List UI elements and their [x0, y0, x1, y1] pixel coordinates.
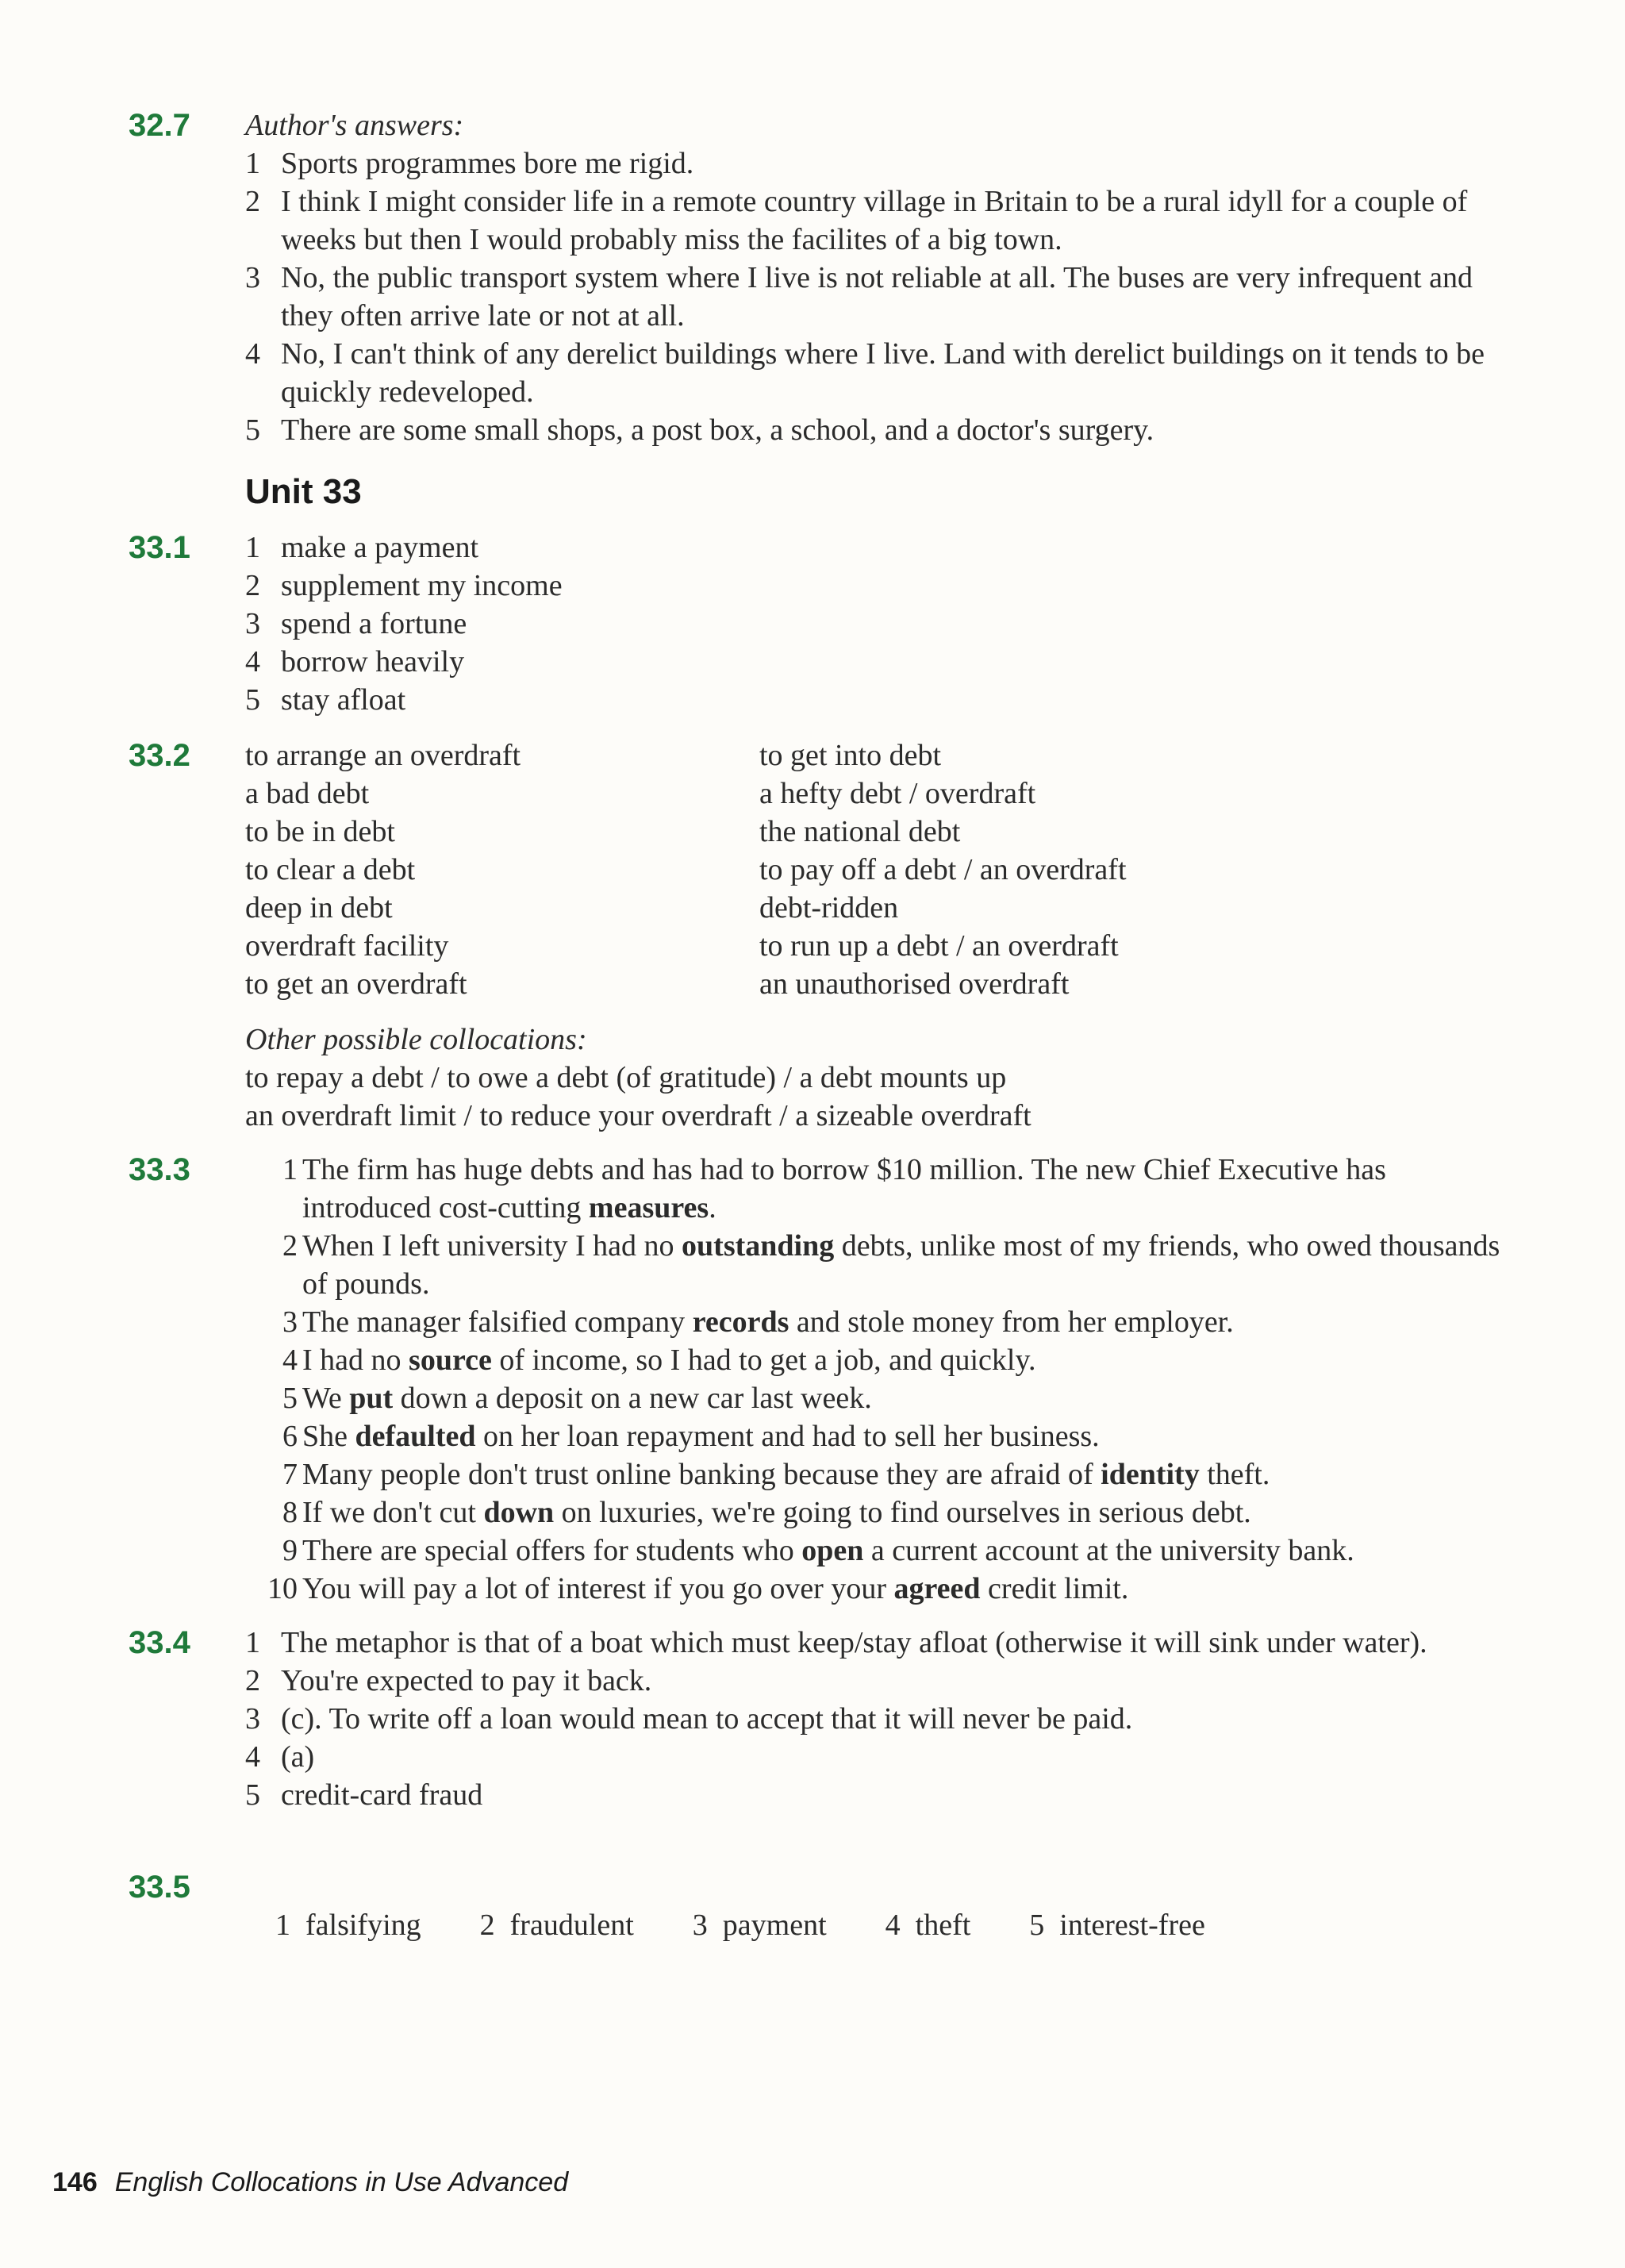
- item-text: She defaulted on her loan repayment and had to sell her business.: [302, 1420, 1100, 1453]
- answer-item: 1 falsifying: [275, 1909, 421, 1942]
- other-collocations-label: Other possible collocations:: [245, 1023, 587, 1056]
- list-item: [245, 1532, 1515, 1570]
- collocation: deep in debt: [245, 891, 393, 924]
- answer-word: identity: [1101, 1458, 1200, 1491]
- list-item: [245, 1570, 1515, 1608]
- item-text: You will pay a lot of interest if you go over your agreed credit limit.: [302, 1572, 1129, 1605]
- item-number: 7: [282, 1458, 298, 1491]
- item-number: 5: [245, 1778, 260, 1812]
- answer-row: [245, 1868, 1515, 1982]
- answer-list: [245, 1151, 1515, 1608]
- collocation: debt-ridden: [759, 891, 899, 924]
- collocation-columns: [245, 736, 1515, 1003]
- item-number: 1: [245, 147, 260, 180]
- other-collocations-line: to repay a debt / to owe a debt (of gratitude) / a debt mounts up: [245, 1061, 1007, 1094]
- answer-word: agreed: [893, 1572, 981, 1605]
- list-item: [245, 1227, 1515, 1303]
- item-number: 3: [245, 1702, 260, 1736]
- list-item: [245, 259, 1515, 335]
- list-item: [245, 1455, 1515, 1493]
- answer-word: open: [801, 1534, 864, 1567]
- book-title: English Collocations in Use Advanced: [114, 2167, 569, 2197]
- other-collocations-line: an overdraft limit / to reduce your overdraft / a sizeable overdraft: [245, 1099, 1031, 1132]
- item-text: There are some small shops, a post box, a school, and a doctor's surgery.: [281, 413, 1154, 447]
- answer-item: 5 interest-free: [1029, 1909, 1205, 1942]
- answer-word: source: [409, 1344, 492, 1377]
- collocation: to be in debt: [245, 815, 395, 848]
- collocation: the national debt: [759, 815, 961, 848]
- item-number: 3: [245, 607, 260, 640]
- list-item: [245, 1303, 1515, 1341]
- list-item: [245, 1417, 1515, 1455]
- answer-list: [245, 106, 1515, 449]
- list-item: [245, 529, 1515, 567]
- collocation: overdraft facility: [245, 929, 449, 963]
- answer-word: outstanding: [682, 1229, 835, 1263]
- answer-item: 4 theft: [885, 1909, 971, 1942]
- item-text: The firm has huge debts and has had to borrow $10 million. The new Chief Executive has introduced cost-cutting measures.: [302, 1153, 1386, 1224]
- item-text: (c). To write off a loan would mean to accept that it will never be paid.: [281, 1702, 1133, 1736]
- item-text: I had no source of income, so I had to get a job, and quickly.: [302, 1344, 1036, 1377]
- right-column: [759, 736, 1473, 1003]
- item-text: There are special offers for students who open a current account at the university bank.: [302, 1534, 1354, 1567]
- item-number: 5: [245, 413, 260, 447]
- list-item: [245, 1493, 1515, 1532]
- item-number: 1: [245, 1626, 260, 1659]
- list-item: [245, 1341, 1515, 1379]
- item-number: 2: [245, 569, 260, 602]
- item-number: 10: [267, 1572, 298, 1605]
- item-text: We put down a deposit on a new car last week.: [302, 1382, 872, 1415]
- list-item: [245, 183, 1515, 259]
- answer-word: records: [692, 1305, 789, 1339]
- item-number: 4: [245, 645, 260, 678]
- item-text: credit-card fraud: [281, 1778, 483, 1812]
- section-number: 33.2: [129, 738, 190, 773]
- list-item: [245, 1624, 1515, 1662]
- list-item: [245, 605, 1515, 643]
- unit-heading: Unit 33: [245, 472, 362, 511]
- section-number: 33.1: [129, 530, 190, 565]
- list-item: [245, 1379, 1515, 1417]
- section-number: 33.5: [129, 1870, 190, 1905]
- item-number: 2: [245, 185, 260, 218]
- item-text: (a): [281, 1740, 315, 1774]
- item-text: The manager falsified company records and stole money from her employer.: [302, 1305, 1234, 1339]
- collocation: to arrange an overdraft: [245, 739, 521, 772]
- answer-item: 3 payment: [692, 1909, 827, 1942]
- list-item: [245, 643, 1515, 681]
- collocation: to pay off a debt / an overdraft: [759, 853, 1127, 886]
- answer-word: measures: [588, 1191, 709, 1224]
- list-item: [245, 567, 1515, 605]
- left-column: [245, 736, 759, 1003]
- item-number: 2: [245, 1664, 260, 1697]
- item-number: 8: [282, 1496, 298, 1529]
- section-intro: Author's answers:: [245, 109, 464, 142]
- list-item: [245, 411, 1515, 449]
- section-number: 32.7: [129, 108, 190, 143]
- list-item: [245, 1662, 1515, 1700]
- item-number: 2: [282, 1229, 298, 1263]
- collocation: to run up a debt / an overdraft: [759, 929, 1119, 963]
- item-text: When I left university I had no outstanding debts, unlike most of my friends, who owed thousands of pounds.: [302, 1229, 1500, 1301]
- collocation: to clear a debt: [245, 853, 416, 886]
- section-number: 33.3: [129, 1152, 190, 1187]
- item-number: 4: [282, 1344, 298, 1377]
- list-item: [245, 1700, 1515, 1738]
- page-number: 146: [52, 2167, 98, 2197]
- list-item: [245, 144, 1515, 183]
- item-text: Many people don't trust online banking because they are afraid of identity theft.: [302, 1458, 1270, 1491]
- item-text: make a payment: [281, 531, 479, 564]
- list-item: [245, 1776, 1515, 1814]
- item-text: No, I can't think of any derelict buildings where I live. Land with derelict buildings on it tends to be quickly redeveloped.: [281, 337, 1485, 409]
- item-number: 9: [282, 1534, 298, 1567]
- answer-list: [245, 1624, 1515, 1814]
- answer-list: [245, 529, 1515, 719]
- list-item: [245, 1738, 1515, 1776]
- item-number: 5: [245, 683, 260, 717]
- item-text: No, the public transport system where I live is not reliable at all. The buses are very infrequent and they often arrive late or not at all.: [281, 261, 1473, 333]
- item-text: stay afloat: [281, 683, 406, 717]
- list-item: [245, 1151, 1515, 1227]
- collocation: a hefty debt / overdraft: [759, 777, 1036, 810]
- answer-word: down: [483, 1496, 555, 1529]
- collocation: to get into debt: [759, 739, 942, 772]
- item-text: The metaphor is that of a boat which must keep/stay afloat (otherwise it will sink under water).: [281, 1626, 1427, 1659]
- collocation-grid: [245, 736, 1515, 1135]
- list-item: [245, 681, 1515, 719]
- collocation: a bad debt: [245, 777, 370, 810]
- item-text: supplement my income: [281, 569, 563, 602]
- item-text: I think I might consider life in a remote country village in Britain to be a rural idyll for a couple of weeks but then I would probably miss the facilites of a big town.: [281, 185, 1468, 256]
- item-number: 6: [282, 1420, 298, 1453]
- answer-item: 2 fraudulent: [479, 1909, 634, 1942]
- item-text: If we don't cut down on luxuries, we're going to find ourselves in serious debt.: [302, 1496, 1251, 1529]
- list-item: [245, 335, 1515, 411]
- item-number: 1: [282, 1153, 298, 1186]
- item-text: You're expected to pay it back.: [281, 1664, 652, 1697]
- item-text: Sports programmes bore me rigid.: [281, 147, 694, 180]
- collocation: an unauthorised overdraft: [759, 967, 1070, 1001]
- page-footer: [52, 2163, 568, 2201]
- item-text: borrow heavily: [281, 645, 465, 678]
- item-number: 4: [245, 337, 260, 371]
- item-number: 3: [282, 1305, 298, 1339]
- answer-word: defaulted: [355, 1420, 476, 1453]
- answer-word: put: [349, 1382, 394, 1415]
- item-number: 4: [245, 1740, 260, 1774]
- item-number: 3: [245, 261, 260, 294]
- collocation: to get an overdraft: [245, 967, 467, 1001]
- item-text: spend a fortune: [281, 607, 467, 640]
- item-number: 5: [282, 1382, 298, 1415]
- section-number: 33.4: [129, 1625, 190, 1660]
- item-number: 1: [245, 531, 260, 564]
